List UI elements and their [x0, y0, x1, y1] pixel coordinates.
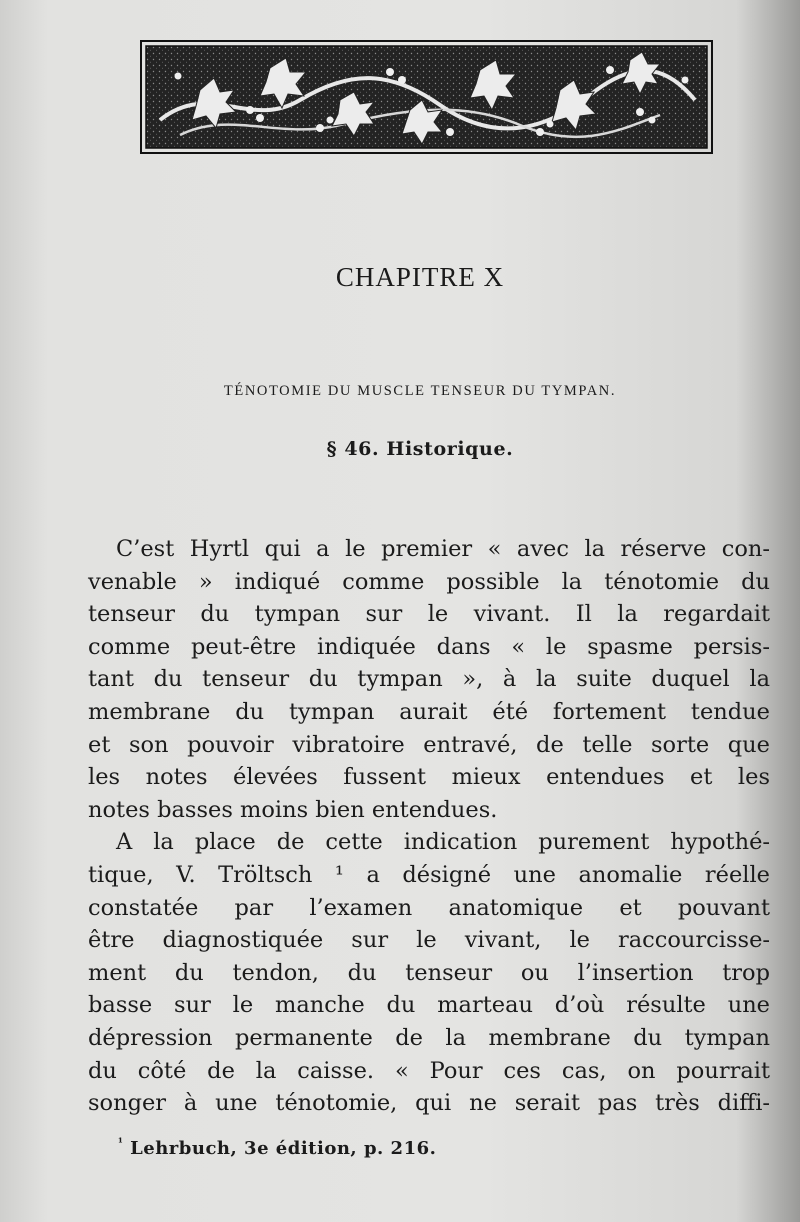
text-line: constatée par l’examen anatomique et pouvant — [88, 894, 770, 921]
text-line: songer à une ténotomie, qui ne serait pas très diffi- — [88, 1090, 770, 1117]
text-line: tique, V. Tröltsch ¹ a désigné une anomalie réelle — [88, 861, 770, 888]
text-line: membrane du tympan aurait été fortement tendue — [88, 698, 770, 725]
text-line: venable » indiqué comme possible la ténotomie du — [88, 568, 770, 595]
text-line: comme peut-être indiquée dans « le spasme persis- — [88, 633, 770, 660]
text-line: les notes élevées fussent mieux entendues et les — [88, 764, 770, 791]
text-line: du côté de la caisse. « Pour ces cas, on pourrait — [88, 1057, 770, 1084]
text-line: et son pouvoir vibratoire entravé, de telle sorte que — [88, 731, 770, 758]
text-line: A la place de cette indication purement hypothé- — [116, 829, 770, 856]
chapter-heading: CHAPITRE X — [335, 262, 505, 292]
text-line: être diagnostiquée sur le vivant, le raccourcisse- — [88, 927, 770, 954]
footnote — [118, 1136, 436, 1159]
body-text — [88, 533, 770, 1120]
text-line: notes basses moins bien entendues. — [88, 796, 498, 823]
text-line: C’est Hyrtl qui a le premier « avec la réserve con- — [116, 536, 770, 562]
chapter-subtitle: TÉNOTOMIE DU MUSCLE TENSEUR DU TYMPAN. — [223, 383, 617, 399]
footnote-marker: ¹ — [118, 1136, 124, 1149]
text-line: basse sur le manche du marteau d’où résulte une — [88, 992, 770, 1019]
decorative-vine-banner — [140, 40, 713, 154]
text-line: tant du tenseur du tympan », à la suite duquel la — [88, 666, 770, 693]
section-heading: § 46. Historique. — [326, 438, 514, 460]
text-line: ment du tendon, du tenseur ou l’insertion trop — [88, 959, 770, 986]
text-line: tenseur du tympan sur le vivant. Il la regardait — [88, 601, 770, 628]
text-line: dépression permanente de la membrane du tympan — [88, 1024, 770, 1051]
footnote-text: Lehrbuch, 3e édition, p. 216. — [130, 1138, 437, 1159]
